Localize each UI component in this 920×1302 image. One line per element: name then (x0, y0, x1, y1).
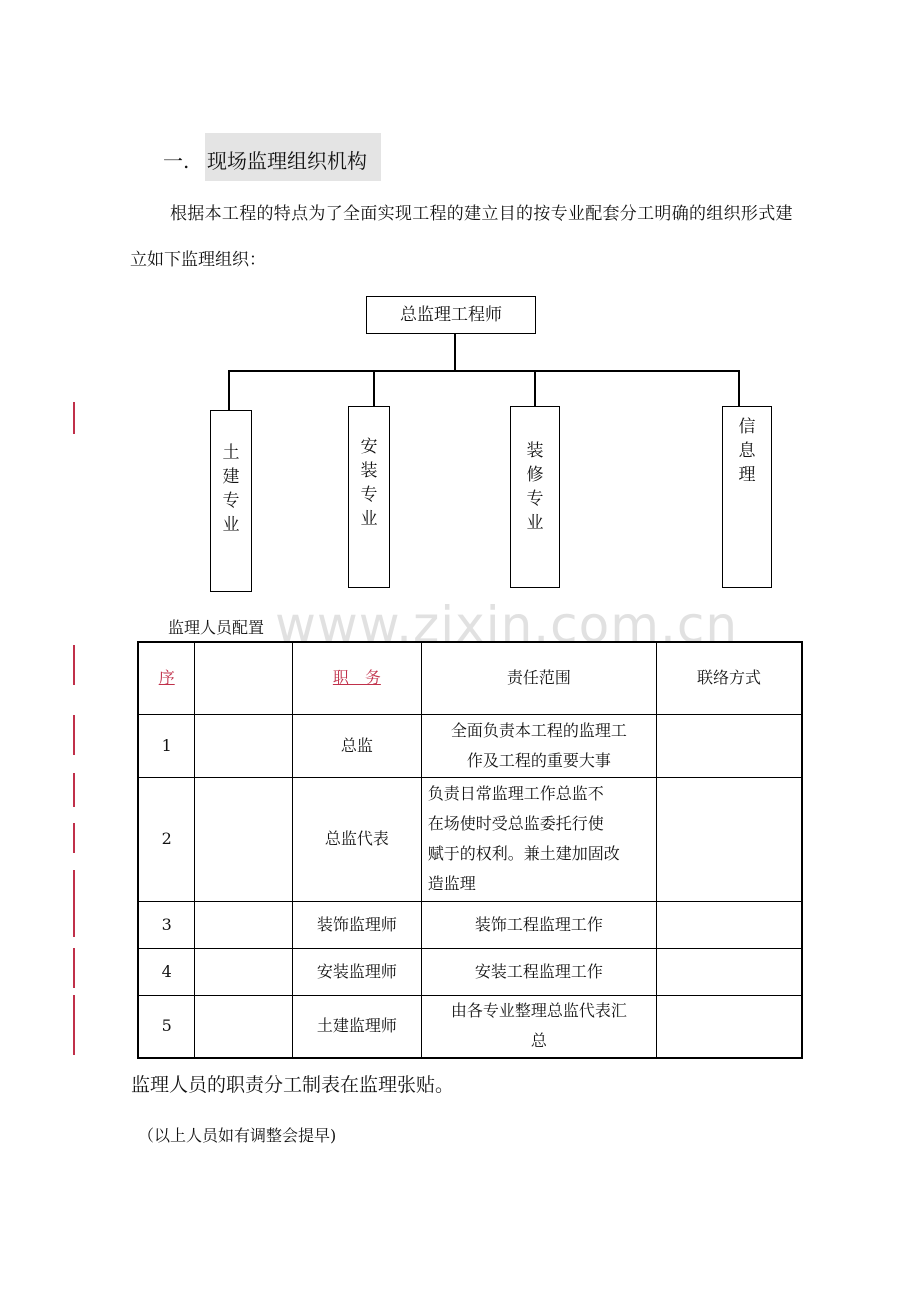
header-contact: 联络方式 (656, 642, 802, 714)
row-no: 2 (138, 777, 195, 901)
row-scope (421, 901, 656, 948)
row-no: 3 (138, 901, 195, 948)
margin-mark (73, 948, 75, 988)
org-child-box (722, 406, 772, 588)
row-scope (421, 995, 656, 1058)
scope-line: 装饰工程监理工作 (474, 914, 603, 934)
note-line-1: 监理人员的职责分工制表在监理张贴。 (131, 1074, 455, 1096)
org-child-char: 理 (738, 465, 756, 485)
scope-line: 在场使时受总监委托行使 (427, 814, 604, 833)
org-child-box (510, 406, 560, 588)
table-row (138, 777, 802, 901)
row-role: 装饰监理师 (293, 901, 422, 948)
table-header-row (138, 642, 802, 714)
org-child-char: 业 (222, 515, 240, 535)
scope-line: 赋于的权利。兼土建加固改 (427, 844, 620, 863)
table-row (138, 995, 802, 1058)
org-child-char: 安 (360, 437, 378, 457)
margin-mark (73, 995, 75, 1055)
table-row (138, 948, 802, 995)
table-row (138, 901, 802, 948)
row-role: 总监代表 (293, 777, 422, 901)
margin-mark (73, 823, 75, 853)
org-child-char: 业 (526, 513, 544, 533)
table-row (138, 714, 802, 777)
table-caption: 监理人员配置 (168, 618, 265, 637)
header-role[interactable] (293, 642, 422, 714)
org-child-char: 专 (360, 485, 378, 505)
org-child-char: 装 (360, 461, 378, 481)
org-connector (738, 370, 740, 407)
row-name (195, 901, 293, 948)
intro-line-2: 立如下监理组织： (130, 250, 266, 270)
watermark: www.zixin.com.cn (275, 596, 739, 654)
org-connector (373, 370, 375, 407)
org-root-box: 总监理工程师 (366, 296, 536, 334)
header-seq-link[interactable]: 序 (158, 668, 175, 688)
row-role: 安装监理师 (293, 948, 422, 995)
row-role: 土建监理师 (293, 995, 422, 1058)
row-contact (656, 901, 802, 948)
margin-mark (73, 715, 75, 755)
org-child-box (348, 406, 390, 588)
org-child-char: 装 (526, 441, 544, 461)
org-child-char: 专 (222, 491, 240, 511)
margin-mark (73, 903, 75, 937)
scope-line: 安装工程监理工作 (474, 961, 603, 981)
row-contact (656, 714, 802, 777)
margin-mark (73, 402, 75, 434)
org-child-char: 专 (526, 489, 544, 509)
org-connector (228, 370, 739, 372)
row-scope (421, 948, 656, 995)
scope-line: 负责日常监理工作总监不 (427, 784, 604, 803)
margin-mark (73, 870, 75, 904)
row-contact (656, 948, 802, 995)
margin-mark (73, 773, 75, 807)
note-line-2: （以上人员如有调整会提早) (138, 1126, 337, 1145)
staff-table (137, 641, 803, 1059)
row-name (195, 777, 293, 901)
scope-line: 作及工程的重要大事 (466, 750, 611, 770)
row-no: 5 (138, 995, 195, 1058)
row-role: 总监 (293, 714, 422, 777)
row-no: 1 (138, 714, 195, 777)
scope-line: 由各专业整理总监代表汇 (450, 1001, 627, 1021)
scope-line: 造监理 (427, 874, 476, 893)
row-name (195, 995, 293, 1058)
row-name (195, 948, 293, 995)
row-name (195, 714, 293, 777)
section-title: 现场监理组织机构 (207, 149, 367, 173)
header-blank (195, 642, 293, 714)
row-scope (421, 714, 656, 777)
scope-line: 总 (530, 1031, 547, 1051)
header-scope: 责任范围 (421, 642, 656, 714)
org-child-char: 业 (360, 509, 378, 529)
org-connector (534, 370, 536, 407)
org-child-box (210, 410, 252, 592)
org-child-char: 信 (738, 417, 756, 437)
org-connector (454, 334, 456, 371)
section-number: 一. (163, 149, 190, 173)
org-child-char: 修 (526, 465, 544, 485)
header-role-link[interactable]: 职 务 (332, 668, 381, 688)
org-child-char: 息 (738, 441, 756, 461)
org-child-char: 建 (222, 467, 240, 487)
org-child-char: 土 (222, 443, 240, 463)
row-contact (656, 777, 802, 901)
margin-mark (73, 645, 75, 685)
intro-line-1: 根据本工程的特点为了全面实现工程的建立目的按专业配套分工明确的组织形式建 (170, 204, 793, 224)
row-no: 4 (138, 948, 195, 995)
row-scope (421, 777, 656, 901)
header-seq[interactable] (138, 642, 195, 714)
org-connector (228, 370, 230, 410)
scope-line: 全面负责本工程的监理工 (450, 720, 627, 740)
row-contact (656, 995, 802, 1058)
